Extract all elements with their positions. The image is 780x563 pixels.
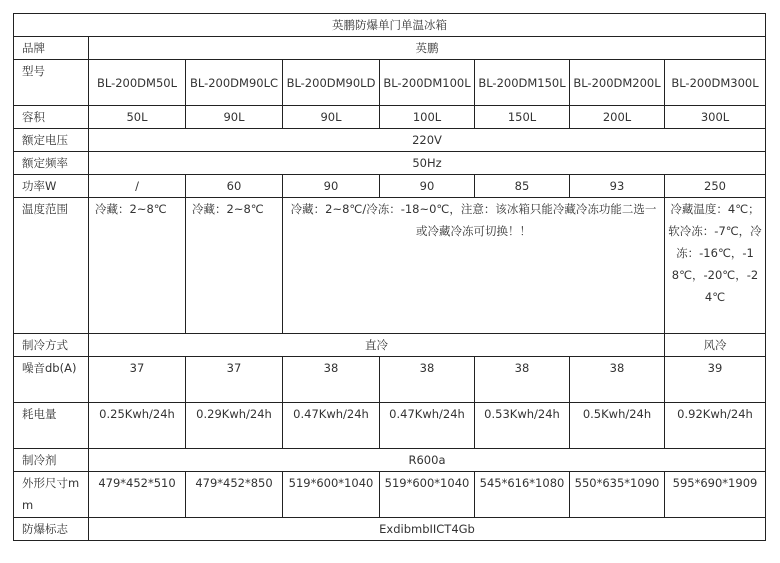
row-label-frequency: 额定频率 [14, 152, 89, 175]
volume-cell: 100L [380, 106, 475, 129]
cooling-row [14, 334, 766, 357]
explosion-mark-value: ExdibmbIICT4Gb [89, 518, 766, 541]
row-label-refrigerant: 制冷剂 [14, 449, 89, 472]
consumption-cell: 0.47Kwh/24h [380, 403, 475, 449]
power-cell: 90 [283, 175, 380, 198]
consumption-cell: 0.53Kwh/24h [475, 403, 570, 449]
cooling-air: 风冷 [665, 334, 766, 357]
volume-cell: 150L [475, 106, 570, 129]
temperature-cell: 冷藏：2~8℃ [89, 198, 186, 334]
noise-cell: 38 [283, 357, 380, 403]
consumption-cell: 0.5Kwh/24h [570, 403, 665, 449]
volume-cell: 300L [665, 106, 766, 129]
refrigerant-value: R600a [89, 449, 766, 472]
power-row [14, 175, 766, 198]
row-label-temperature: 温度范围 [14, 198, 89, 334]
volume-cell: 90L [283, 106, 380, 129]
table-title: 英鹏防爆单门单温冰箱 [14, 14, 766, 37]
model-cell: BL-200DM50L [89, 60, 186, 106]
row-label-consumption: 耗电量 [14, 403, 89, 449]
refrigerant-row [14, 449, 766, 472]
noise-cell: 37 [186, 357, 283, 403]
dimensions-cell: 550*635*1090 [570, 472, 665, 518]
row-label-model: 型号 [14, 60, 89, 106]
power-cell: 85 [475, 175, 570, 198]
power-cell: 60 [186, 175, 283, 198]
dimensions-cell: 479*452*510 [89, 472, 186, 518]
dimensions-row [14, 472, 766, 518]
brand-row [14, 37, 766, 60]
title-row [14, 14, 766, 37]
noise-cell: 38 [380, 357, 475, 403]
model-cell: BL-200DM90LD [283, 60, 380, 106]
model-cell: BL-200DM200L [570, 60, 665, 106]
volume-cell: 90L [186, 106, 283, 129]
frequency-row [14, 152, 766, 175]
temperature-note: 冷藏：2~8℃/冷冻：-18~0℃，注意：该冰箱只能冷藏冷冻功能二选一或冷藏冷冻可切换！！ [283, 198, 665, 334]
power-cell: 250 [665, 175, 766, 198]
noise-cell: 39 [665, 357, 766, 403]
row-label-power: 功率W [14, 175, 89, 198]
model-cell: BL-200DM150L [475, 60, 570, 106]
noise-cell: 38 [570, 357, 665, 403]
consumption-cell: 0.47Kwh/24h [283, 403, 380, 449]
consumption-cell: 0.29Kwh/24h [186, 403, 283, 449]
dimensions-cell: 479*452*850 [186, 472, 283, 518]
noise-cell: 37 [89, 357, 186, 403]
volume-cell: 50L [89, 106, 186, 129]
model-cell: BL-200DM90LC [186, 60, 283, 106]
volume-cell: 200L [570, 106, 665, 129]
row-label-cooling: 制冷方式 [14, 334, 89, 357]
noise-row [14, 357, 766, 403]
model-cell: BL-200DM300L [665, 60, 766, 106]
temperature-row [14, 198, 766, 334]
volume-row [14, 106, 766, 129]
power-cell: 93 [570, 175, 665, 198]
row-label-voltage: 额定电压 [14, 129, 89, 152]
power-cell: / [89, 175, 186, 198]
row-label-volume: 容积 [14, 106, 89, 129]
dimensions-cell: 519*600*1040 [380, 472, 475, 518]
consumption-cell: 0.92Kwh/24h [665, 403, 766, 449]
row-label-dimensions: 外形尺寸mm [14, 472, 89, 518]
consumption-row [14, 403, 766, 449]
consumption-cell: 0.25Kwh/24h [89, 403, 186, 449]
spec-table [13, 13, 766, 541]
dimensions-cell: 545*616*1080 [475, 472, 570, 518]
voltage-row [14, 129, 766, 152]
brand-value: 英鹏 [89, 37, 766, 60]
temperature-cell: 冷藏：2~8℃ [186, 198, 283, 334]
model-row [14, 60, 766, 106]
noise-cell: 38 [475, 357, 570, 403]
voltage-value: 220V [89, 129, 766, 152]
cooling-direct: 直冷 [89, 334, 665, 357]
dimensions-cell: 595*690*1909 [665, 472, 766, 518]
model-cell: BL-200DM100L [380, 60, 475, 106]
dimensions-cell: 519*600*1040 [283, 472, 380, 518]
row-label-noise: 噪音db(A) [14, 357, 89, 403]
explosion-mark-row [14, 518, 766, 541]
row-label-explosion-mark: 防爆标志 [14, 518, 89, 541]
frequency-value: 50Hz [89, 152, 766, 175]
row-label-brand: 品牌 [14, 37, 89, 60]
power-cell: 90 [380, 175, 475, 198]
temperature-cell: 冷藏温度：4℃；软冷冻：-7℃，冷冻：-16℃，-18℃，-20℃，-24℃ [665, 198, 766, 334]
